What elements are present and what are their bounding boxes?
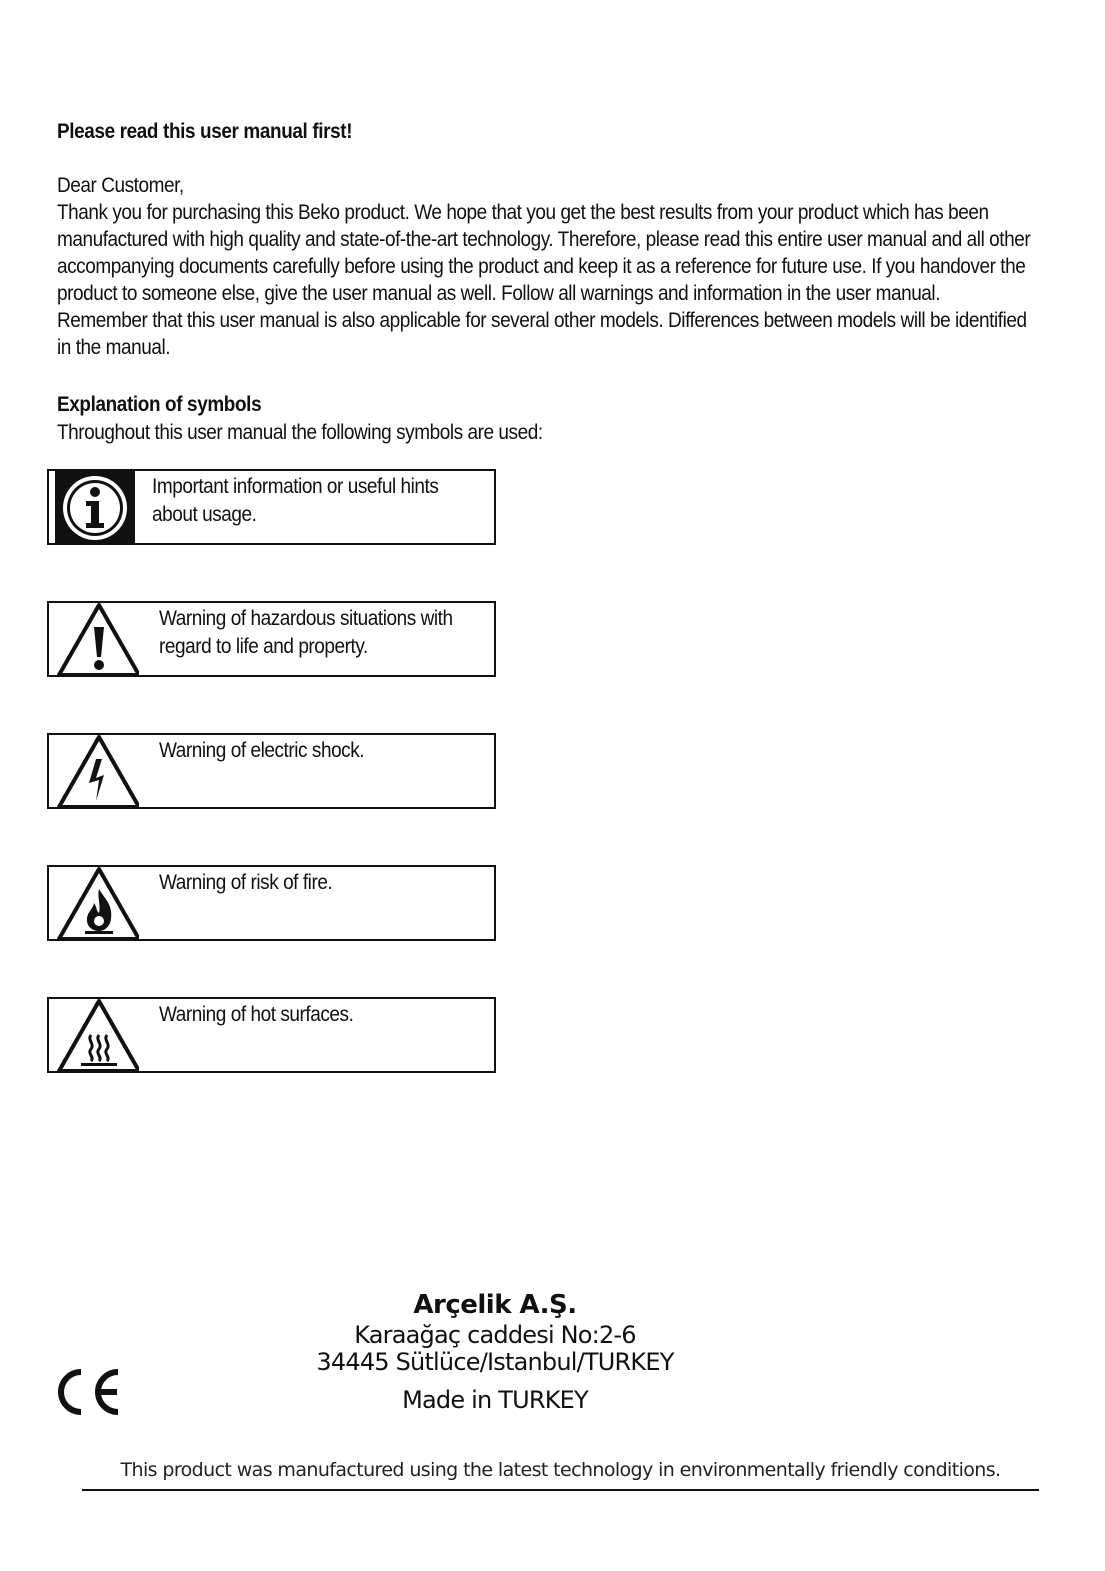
- company-name: Arçelik A.Ş.: [413, 1290, 577, 1320]
- models-paragraph: Remember that this user manual is also applicable for several other models. Differences between models will be identified in the manual.: [57, 309, 1027, 359]
- symbols-heading: Explanation of symbols: [57, 393, 262, 416]
- intro-paragraph: Thank you for purchasing this Beko product. We hope that you get the best results from your product which has been manufactured with high quality and state-of-the-art technology. Therefore, please read this entire user manual and all other accompanying documents carefully before using the product and keep it as a reference for future use. If you handover the product to someone else, give the user manual as well. Follow all warnings and information in the user manual.: [57, 201, 1031, 305]
- info-icon: [49, 471, 139, 543]
- symbol-row-electric: [47, 733, 496, 809]
- greeting: Dear Customer,: [57, 174, 184, 197]
- footer-divider: [82, 1489, 1039, 1491]
- intro-text: [57, 172, 1043, 361]
- symbol-row-warning: [47, 601, 496, 677]
- street-address: Karaağaç caddesi No:2-6: [354, 1321, 636, 1349]
- symbol-text-electric: Warning of electric shock.: [159, 739, 365, 762]
- manufacturer-address: [0, 1288, 990, 1414]
- symbol-text-hot: Warning of hot surfaces.: [159, 1003, 354, 1026]
- symbol-row-fire: [47, 865, 496, 941]
- symbols-intro: Throughout this user manual the following symbols are used:: [57, 421, 543, 444]
- page-title: Please read this user manual first!: [57, 120, 353, 143]
- symbol-row-hot: [47, 997, 496, 1073]
- symbol-text-fire: Warning of risk of fire.: [159, 871, 333, 894]
- made-in: Made in TURKEY: [402, 1386, 588, 1414]
- electric-shock-icon: [49, 735, 139, 807]
- hot-surface-icon: [49, 999, 139, 1071]
- symbol-row-info: [47, 469, 496, 545]
- warning-exclamation-icon: [49, 603, 139, 675]
- symbol-text-info: Important information or useful hints about usage.: [152, 475, 439, 526]
- fire-icon: [49, 867, 139, 939]
- footer-note: This product was manufactured using the latest technology in environmentally friendly conditions.: [120, 1459, 1001, 1481]
- symbol-text-warning: Warning of hazardous situations with regard to life and property.: [159, 607, 453, 658]
- city-address: 34445 Sütlüce/Istanbul/TURKEY: [316, 1348, 674, 1376]
